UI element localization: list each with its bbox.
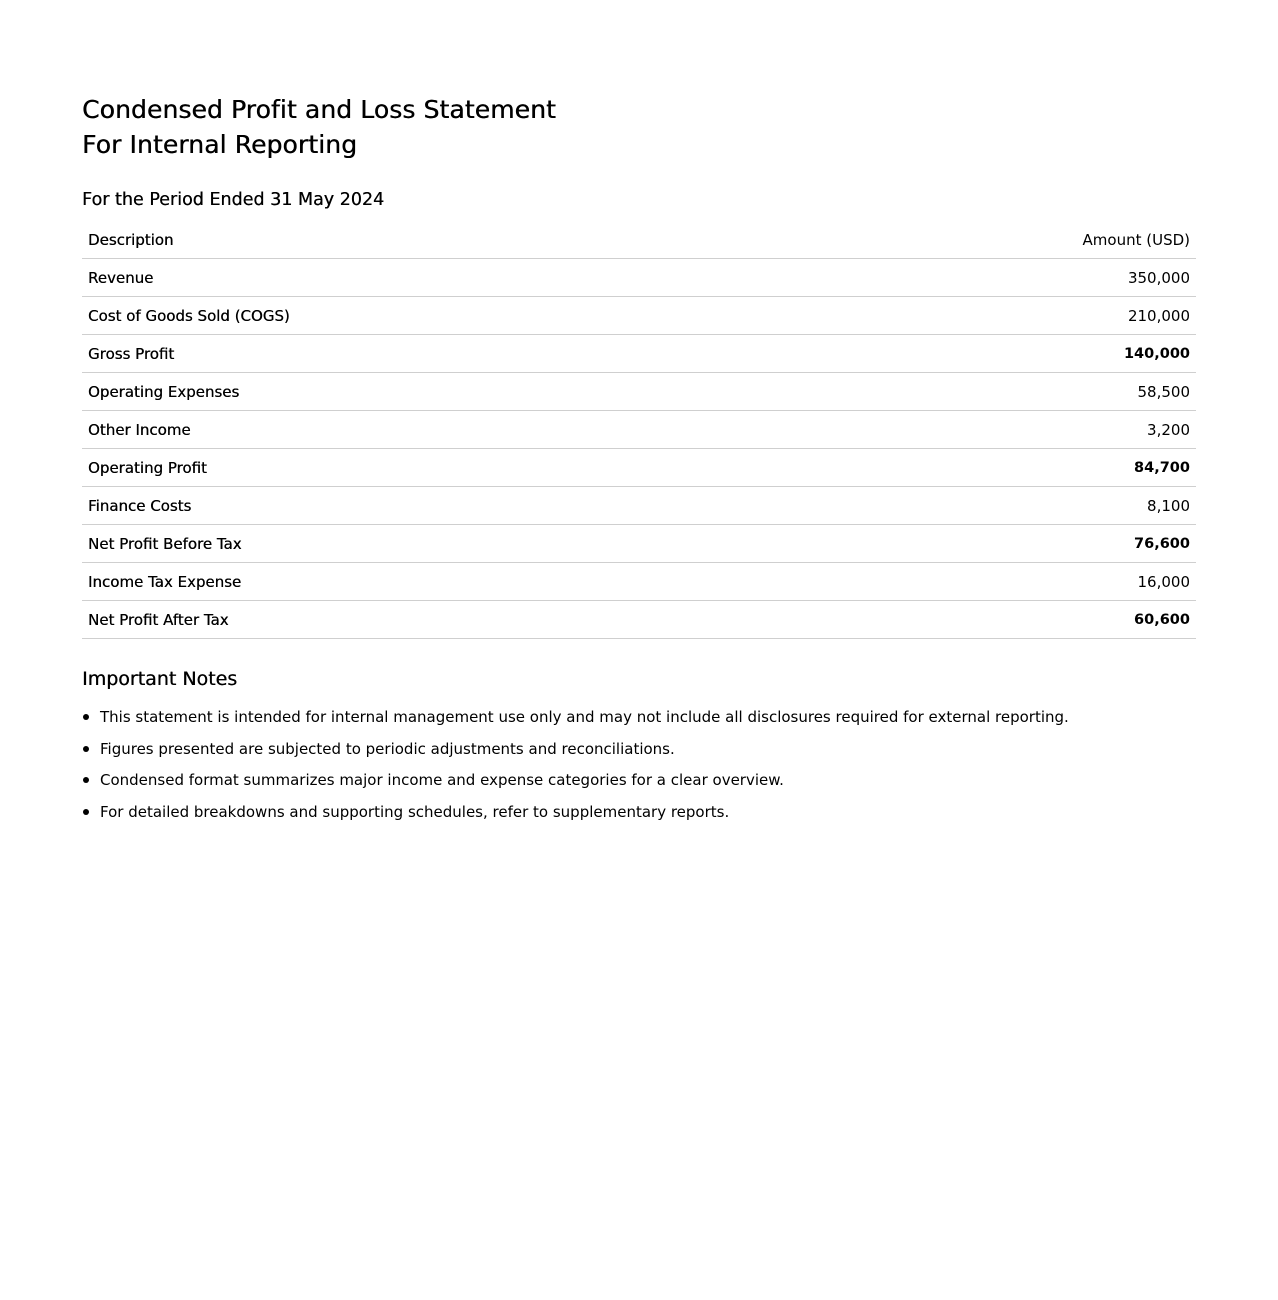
row-amount: 3,200 [797,411,1196,449]
row-amount: 84,700 [797,449,1196,487]
row-description: Operating Expenses [82,373,797,411]
bullet-icon [83,809,89,815]
list-item [100,738,1196,760]
row-amount: 350,000 [797,259,1196,297]
row-amount: 140,000 [797,335,1196,373]
table-row [82,525,1196,563]
list-item [100,769,1196,791]
period-heading: For the Period Ended 31 May 2024 [82,190,385,210]
table-row [82,411,1196,449]
notes-heading: Important Notes [82,668,238,690]
table-header-row [82,221,1196,259]
row-amount: 58,500 [797,373,1196,411]
amount-column-header: Amount (USD) [797,221,1196,259]
list-item [100,706,1196,728]
profit-loss-table [82,221,1196,639]
row-description: Net Profit Before Tax [82,525,797,563]
description-column-header: Description [82,221,797,259]
row-description: Finance Costs [82,487,797,525]
note-text: For detailed breakdowns and supporting schedules, refer to supplementary reports. [100,802,730,821]
row-amount: 210,000 [797,297,1196,335]
bullet-icon [83,777,89,783]
row-amount: 60,600 [797,601,1196,639]
notes-list [82,706,1196,823]
note-text: Figures presented are subjected to periodic adjustments and reconciliations. [100,739,675,758]
table-row [82,487,1196,525]
title-line-1: Condensed Profit and Loss Statement [82,95,556,124]
table-row [82,297,1196,335]
table-row [82,449,1196,487]
row-description: Gross Profit [82,335,797,373]
table-row [82,563,1196,601]
row-amount: 8,100 [797,487,1196,525]
row-amount: 16,000 [797,563,1196,601]
page-title [82,92,1196,162]
row-amount: 76,600 [797,525,1196,563]
row-description: Income Tax Expense [82,563,797,601]
note-text: Condensed format summarizes major income and expense categories for a clear overview. [100,771,784,790]
row-description: Net Profit After Tax [82,601,797,639]
bullet-icon [83,714,89,720]
row-description: Other Income [82,411,797,449]
note-text: This statement is intended for internal management use only and may not include all disclosures required for external reporting. [100,708,1069,726]
table-row [82,601,1196,639]
table-row [82,259,1196,297]
row-description: Revenue [82,259,797,297]
table-row [82,373,1196,411]
row-description: Operating Profit [82,449,797,487]
bullet-icon [83,746,89,752]
row-description: Cost of Goods Sold (COGS) [82,297,797,335]
table-row [82,335,1196,373]
list-item [100,801,1196,823]
title-line-2: For Internal Reporting [82,130,358,159]
